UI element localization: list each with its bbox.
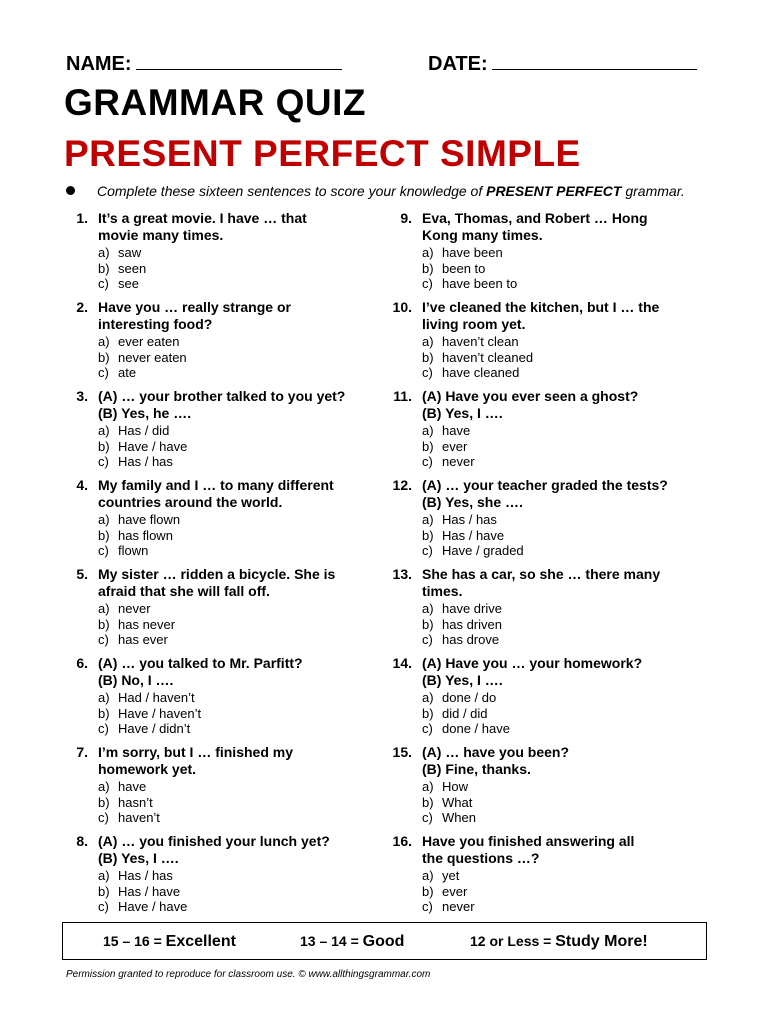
option-text: saw <box>118 245 142 260</box>
option-text: has drove <box>442 632 500 647</box>
option-text: Had / haven’t <box>118 690 195 705</box>
option-text: have <box>118 779 147 794</box>
answer-options <box>422 245 517 292</box>
answer-option <box>98 528 180 544</box>
answer-option <box>422 884 475 900</box>
question-item <box>386 388 716 477</box>
option-letter: a) <box>98 334 110 349</box>
option-letter: a) <box>422 512 434 527</box>
option-letter: b) <box>422 260 434 276</box>
option-letter: c) <box>98 365 109 380</box>
option-letter: a) <box>98 245 110 260</box>
option-text: Has / have <box>442 527 505 543</box>
question-text: (A) … you talked to Mr. Parfitt? (B) No, I …. <box>98 655 303 688</box>
answer-options <box>422 868 475 915</box>
score-rating: Good <box>362 933 405 950</box>
question-number: 13. <box>392 566 412 582</box>
option-text: have been to <box>442 276 518 291</box>
answer-options <box>422 423 475 470</box>
question-item <box>386 477 716 566</box>
option-text: Has / has <box>118 868 173 883</box>
answer-option <box>422 439 475 455</box>
option-letter: b) <box>98 794 110 810</box>
question-text: (A) … your teacher graded the tests? (B) Yes, she …. <box>422 477 668 510</box>
option-letter: b) <box>98 527 110 543</box>
answer-option <box>422 721 510 737</box>
answer-option <box>422 899 475 915</box>
question-number: 8. <box>76 833 88 849</box>
question-number: 6. <box>76 655 88 671</box>
option-text: has driven <box>442 616 502 632</box>
questions-right-column <box>386 210 716 922</box>
score-range: 13 – 14 = <box>300 933 363 949</box>
question-text: She has a car, so she … there many times. <box>422 566 661 599</box>
option-letter: c) <box>422 365 433 380</box>
question-number: 7. <box>76 744 88 760</box>
answer-option <box>422 423 475 439</box>
option-letter: c) <box>422 632 433 647</box>
answer-option <box>422 601 502 617</box>
question-text: (A) … you finished your lunch yet? (B) Yes, I …. <box>98 833 330 866</box>
option-text: yet <box>442 868 460 883</box>
option-text: have cleaned <box>442 365 520 380</box>
question-number: 15. <box>392 744 412 760</box>
answer-option <box>98 454 187 470</box>
answer-option <box>98 721 201 737</box>
answer-option <box>98 543 180 559</box>
answer-option <box>422 617 502 633</box>
option-letter: b) <box>422 527 434 543</box>
option-text: did / did <box>442 705 488 721</box>
option-text: seen <box>118 260 147 276</box>
answer-option <box>98 512 180 528</box>
option-letter: a) <box>422 601 434 616</box>
option-letter: b) <box>98 883 110 899</box>
answer-option <box>422 543 524 559</box>
answer-options <box>98 868 187 915</box>
question-text: My sister … ridden a bicycle. She is afraid that she will fall off. <box>98 566 336 599</box>
date-blank-line <box>492 52 697 70</box>
answer-option <box>422 779 476 795</box>
question-text: Have you … really strange or interesting food? <box>98 299 291 332</box>
option-text: How <box>442 779 469 794</box>
answer-option <box>98 884 187 900</box>
question-text: Eva, Thomas, and Robert … Hong Kong many times. <box>422 210 648 243</box>
option-letter: b) <box>422 883 434 899</box>
option-text: When <box>442 810 476 825</box>
option-text: never <box>118 601 151 616</box>
option-text: has never <box>118 616 176 632</box>
option-letter: b) <box>422 705 434 721</box>
option-letter: a) <box>98 601 110 616</box>
option-letter: c) <box>422 899 433 914</box>
option-letter: a) <box>98 868 110 883</box>
answer-option <box>422 334 533 350</box>
question-number: 1. <box>76 210 88 226</box>
question-number: 10. <box>392 299 412 315</box>
question-text: (A) … your brother talked to you yet? (B) Yes, he …. <box>98 388 346 421</box>
score-rating: Excellent <box>165 933 236 950</box>
option-text: Have / didn’t <box>118 721 191 736</box>
option-text: Have / have <box>118 899 188 914</box>
option-letter: a) <box>422 690 434 705</box>
answer-option <box>422 245 517 261</box>
answer-option <box>422 276 517 292</box>
answer-option <box>422 365 533 381</box>
option-text: has ever <box>118 632 168 647</box>
score-rating: Study More! <box>555 933 648 950</box>
option-text: see <box>118 276 139 291</box>
answer-option <box>98 690 201 706</box>
question-item <box>62 744 382 833</box>
option-text: haven’t <box>118 810 160 825</box>
option-letter: c) <box>98 543 109 558</box>
answer-option <box>422 261 517 277</box>
option-letter: a) <box>98 512 110 527</box>
answer-option <box>98 868 187 884</box>
option-letter: b) <box>422 794 434 810</box>
name-label: NAME: <box>66 53 132 75</box>
option-letter: b) <box>98 438 110 454</box>
question-text: I’ve cleaned the kitchen, but I … the living room yet. <box>422 299 660 332</box>
option-text: have <box>442 423 471 438</box>
option-text: never <box>442 899 475 914</box>
option-text: have flown <box>118 512 181 527</box>
question-item <box>62 655 382 744</box>
option-text: have drive <box>442 601 502 616</box>
option-text: flown <box>118 543 149 558</box>
answer-option <box>98 276 146 292</box>
answer-option <box>422 454 475 470</box>
option-letter: c) <box>422 810 433 825</box>
option-text: hasn’t <box>118 794 153 810</box>
option-letter: c) <box>98 721 109 736</box>
question-item <box>386 833 716 922</box>
answer-option <box>98 245 146 261</box>
option-letter: c) <box>422 454 433 469</box>
answer-options <box>422 690 510 737</box>
answer-option <box>98 365 187 381</box>
question-number: 2. <box>76 299 88 315</box>
option-text: Have / have <box>118 438 188 454</box>
question-text: Have you finished answering all the questions …? <box>422 833 635 866</box>
answer-option <box>98 779 160 795</box>
option-letter: c) <box>98 454 109 469</box>
option-text: done / have <box>442 721 510 736</box>
option-letter: c) <box>98 899 109 914</box>
option-text: What <box>442 794 473 810</box>
question-text: (A) Have you … your homework? (B) Yes, I …. <box>422 655 643 688</box>
quiz-subtitle: PRESENT PERFECT SIMPLE <box>64 133 581 174</box>
option-text: Has / did <box>118 423 170 438</box>
option-text: ever eaten <box>118 334 180 349</box>
answer-option <box>422 528 524 544</box>
question-item <box>62 299 382 388</box>
date-field <box>428 52 697 76</box>
questions-left-column <box>62 210 382 922</box>
score-excellent <box>103 933 236 951</box>
option-text: ever <box>442 438 468 454</box>
instructions <box>66 183 685 199</box>
answer-option <box>98 350 187 366</box>
answer-option <box>422 512 524 528</box>
answer-options <box>98 245 146 292</box>
quiz-title: GRAMMAR QUIZ <box>64 82 366 123</box>
answer-options <box>98 779 160 826</box>
answer-options <box>422 779 476 826</box>
option-letter: a) <box>422 779 434 794</box>
option-letter: b) <box>422 616 434 632</box>
option-text: been to <box>442 260 486 276</box>
score-study-more <box>470 933 648 951</box>
option-text: done / do <box>442 690 497 705</box>
question-item <box>62 210 382 299</box>
question-text: I’m sorry, but I … finished my homework yet. <box>98 744 293 777</box>
score-range: 15 – 16 = <box>103 933 166 949</box>
option-letter: b) <box>422 438 434 454</box>
option-letter: a) <box>422 245 434 260</box>
answer-options <box>98 601 175 648</box>
question-text: (A) Have you ever seen a ghost? (B) Yes, I …. <box>422 388 639 421</box>
answer-option <box>98 423 187 439</box>
question-item <box>386 210 716 299</box>
answer-option <box>422 795 476 811</box>
option-letter: a) <box>422 334 434 349</box>
answer-options <box>98 690 201 737</box>
option-text: Have / haven’t <box>118 705 202 721</box>
option-letter: b) <box>98 260 110 276</box>
option-letter: a) <box>98 690 110 705</box>
question-number: 5. <box>76 566 88 582</box>
question-number: 3. <box>76 388 88 404</box>
question-item <box>62 833 382 922</box>
question-item <box>62 388 382 477</box>
answer-option <box>98 632 175 648</box>
answer-option <box>422 632 502 648</box>
instructions-text: Complete these sixteen sentences to score your knowledge of <box>97 183 487 199</box>
answer-option <box>98 810 160 826</box>
answer-options <box>422 601 502 648</box>
instructions-end: grammar. <box>621 183 685 199</box>
answer-option <box>98 334 187 350</box>
answer-options <box>98 423 187 470</box>
name-field <box>66 52 342 76</box>
option-letter: b) <box>422 349 434 365</box>
answer-option <box>422 690 510 706</box>
option-letter: a) <box>422 423 434 438</box>
option-text: Has / has <box>118 454 173 469</box>
question-item <box>386 655 716 744</box>
question-text: (A) … have you been? (B) Fine, thanks. <box>422 744 570 777</box>
option-letter: c) <box>98 276 109 291</box>
question-item <box>62 477 382 566</box>
question-item <box>386 299 716 388</box>
option-text: never eaten <box>118 349 187 365</box>
option-text: has flown <box>118 527 173 543</box>
option-letter: c) <box>98 810 109 825</box>
question-number: 12. <box>392 477 412 493</box>
option-text: ever <box>442 883 468 899</box>
option-letter: b) <box>98 616 110 632</box>
option-letter: c) <box>98 632 109 647</box>
answer-options <box>98 334 187 381</box>
answer-options <box>422 512 524 559</box>
question-text: It’s a great movie. I have … that movie many times. <box>98 210 307 243</box>
option-text: Have / graded <box>442 543 524 558</box>
question-item <box>386 566 716 655</box>
score-good <box>300 933 404 951</box>
question-item <box>386 744 716 833</box>
answer-option <box>422 706 510 722</box>
answer-option <box>98 795 160 811</box>
date-label: DATE: <box>428 53 488 75</box>
question-number: 16. <box>392 833 412 849</box>
option-letter: a) <box>422 868 434 883</box>
option-text: never <box>442 454 475 469</box>
question-number: 4. <box>76 477 88 493</box>
option-letter: a) <box>98 779 110 794</box>
question-number: 11. <box>393 388 412 404</box>
answer-option <box>98 601 175 617</box>
answer-option <box>98 706 201 722</box>
option-letter: a) <box>98 423 110 438</box>
answer-option <box>98 439 187 455</box>
option-text: ate <box>118 365 137 380</box>
question-item <box>62 566 382 655</box>
option-letter: c) <box>422 721 433 736</box>
question-number: 9. <box>400 210 412 226</box>
answer-option <box>98 261 146 277</box>
answer-option <box>98 899 187 915</box>
answer-option <box>98 617 175 633</box>
option-letter: c) <box>422 543 433 558</box>
answer-option <box>422 350 533 366</box>
footer-permission: Permission granted to reproduce for classroom use. © www.allthingsgrammar.com <box>66 969 431 980</box>
bullet-icon <box>66 186 75 195</box>
answer-option <box>422 868 475 884</box>
option-text: haven’t clean <box>442 334 519 349</box>
answer-options <box>422 334 533 381</box>
answer-option <box>422 810 476 826</box>
question-text: My family and I … to many different countries around the world. <box>98 477 334 510</box>
option-letter: b) <box>98 705 110 721</box>
option-text: Has / have <box>118 883 181 899</box>
option-text: have been <box>442 245 503 260</box>
answer-options <box>98 512 180 559</box>
option-text: Has / has <box>442 512 497 527</box>
option-letter: b) <box>98 349 110 365</box>
scoring-box <box>62 922 707 960</box>
question-number: 14. <box>392 655 412 671</box>
score-range: 12 or Less = <box>470 933 556 949</box>
instructions-emphasis: PRESENT PERFECT <box>486 183 622 199</box>
option-text: haven’t cleaned <box>442 349 534 365</box>
name-blank-line <box>136 52 342 70</box>
option-letter: c) <box>422 276 433 291</box>
